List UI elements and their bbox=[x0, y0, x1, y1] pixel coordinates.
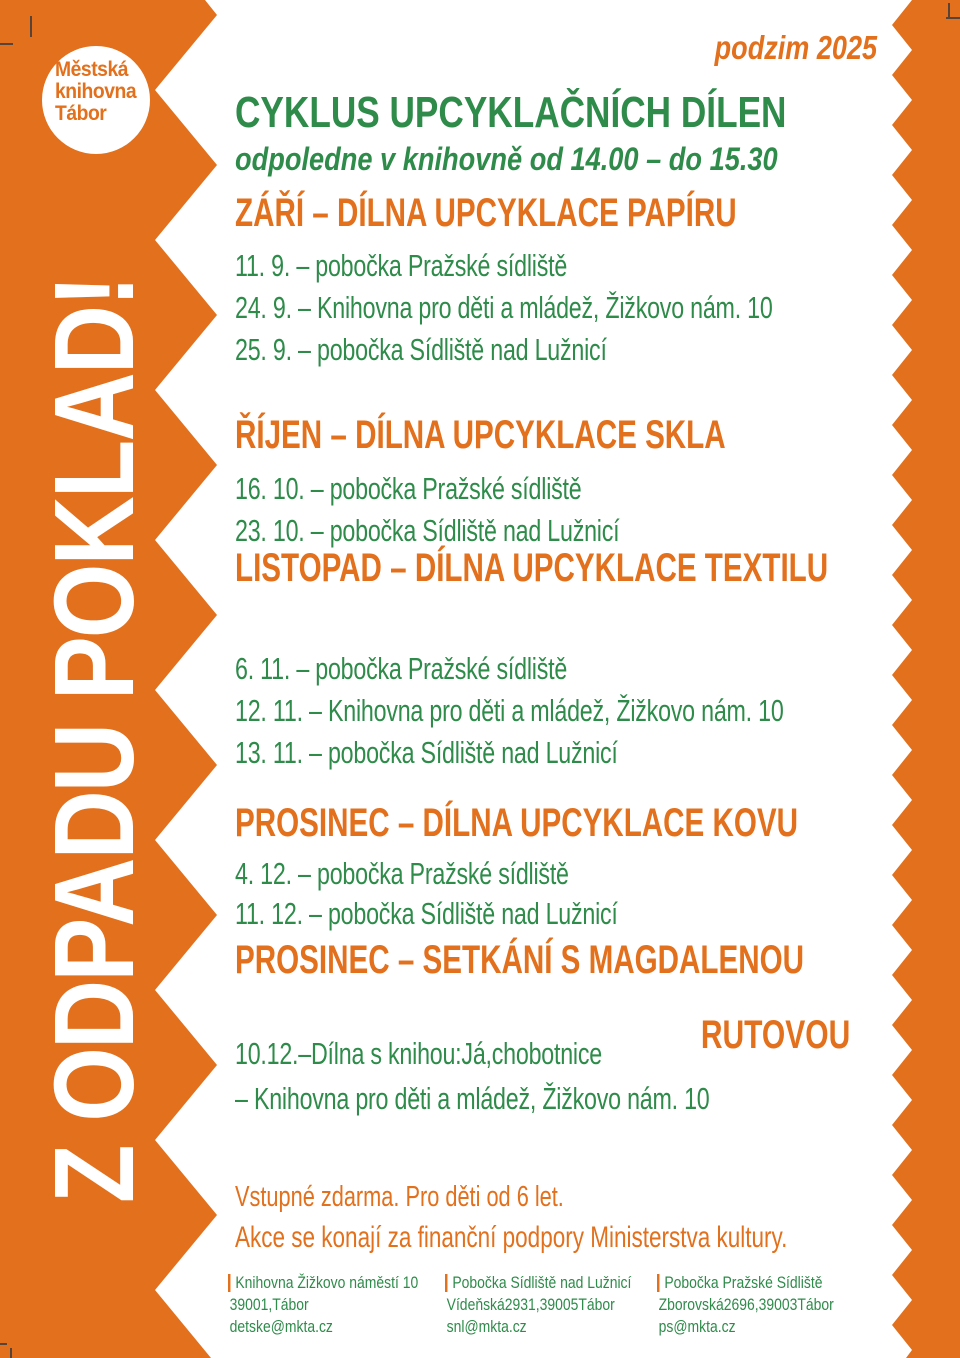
admission-note: Vstupné zdarma. Pro děti od 6 let. bbox=[235, 1181, 564, 1213]
event-line: 16. 10. – pobočka Pražské sídliště bbox=[235, 471, 582, 506]
crop-mark bbox=[30, 16, 32, 37]
section-heading-prosinec-setkani: PROSINEC – SETKÁNÍ S MAGDALENOU bbox=[235, 938, 805, 982]
branch-name: Knihovna Žižkovo náměstí 10 bbox=[235, 1273, 419, 1292]
orange-bar-icon bbox=[445, 1274, 447, 1292]
event-line: 12. 11. – Knihovna pro děti a mládež, Žižkovo nám. 10 bbox=[235, 693, 784, 728]
footer-column-detske bbox=[228, 1272, 418, 1338]
event-line: 11. 12. – pobočka Sídliště nad Lužnicí bbox=[235, 896, 618, 931]
crop-mark bbox=[0, 43, 13, 45]
event-line: 10.12.–Dílna s knihou:Já,chobotnice bbox=[235, 1036, 602, 1071]
logo-line-1: Městská bbox=[55, 58, 129, 81]
vertical-slogan: Z ODPADU POKLAD! bbox=[31, 276, 158, 1204]
event-line: 23. 10. – pobočka Sídliště nad Lužnicí bbox=[235, 513, 620, 548]
footer-column-ps bbox=[657, 1272, 834, 1338]
library-logo bbox=[42, 46, 150, 154]
logo-line-3: Tábor bbox=[55, 102, 107, 125]
branch-address: 39001,Tábor bbox=[229, 1295, 309, 1314]
section-heading-listopad: LISTOPAD – DÍLNA UPCYKLACE TEXTILU bbox=[235, 546, 829, 590]
branch-name: Pobočka Pražské Sídliště bbox=[664, 1273, 823, 1292]
logo-line-2: knihovna bbox=[55, 80, 137, 103]
event-line: 11. 9. – pobočka Pražské sídliště bbox=[235, 248, 568, 283]
crop-mark bbox=[948, 3, 950, 17]
support-note: Akce se konají za finanční podpory Ministerstva kultury. bbox=[235, 1221, 788, 1254]
branch-email: snl@mkta.cz bbox=[446, 1317, 527, 1336]
branch-email: detske@mkta.cz bbox=[229, 1317, 333, 1336]
branch-address: Zborovská2696,39003Tábor bbox=[658, 1295, 834, 1314]
branch-email: ps@mkta.cz bbox=[658, 1317, 736, 1336]
orange-bar-icon bbox=[228, 1274, 230, 1292]
season-label: podzim 2025 bbox=[714, 29, 877, 66]
event-line: – Knihovna pro děti a mládež, Žižkovo nám. 10 bbox=[235, 1081, 710, 1116]
crop-mark bbox=[946, 17, 960, 19]
event-line: 25. 9. – pobočka Sídliště nad Lužnicí bbox=[235, 332, 607, 367]
event-line: 4. 12. – pobočka Pražské sídliště bbox=[235, 856, 569, 891]
section-heading-zari: ZÁŘÍ – DÍLNA UPCYKLACE PAPÍRU bbox=[235, 191, 737, 235]
event-line: 13. 11. – pobočka Sídliště nad Lužnicí bbox=[235, 735, 618, 770]
page-title: CYKLUS UPCYKLAČNÍCH DÍLEN bbox=[235, 88, 787, 137]
event-line: 6. 11. – pobočka Pražské sídliště bbox=[235, 651, 568, 686]
event-line: 24. 9. – Knihovna pro děti a mládež, Žižkovo nám. 10 bbox=[235, 290, 773, 325]
branch-address: Vídeňská2931,39005Tábor bbox=[446, 1295, 615, 1314]
section-heading-continuation: RUTOVOU bbox=[700, 1013, 850, 1057]
crop-mark bbox=[10, 1348, 12, 1358]
page-subtitle: odpoledne v knihovně od 14.00 – do 15.30 bbox=[235, 141, 778, 177]
right-zigzag-band bbox=[892, 0, 960, 1358]
orange-bar-icon bbox=[657, 1274, 659, 1292]
crop-mark bbox=[0, 1343, 7, 1345]
section-heading-prosinec-kovu: PROSINEC – DÍLNA UPCYKLACE KOVU bbox=[235, 801, 799, 845]
footer-column-snl bbox=[445, 1272, 631, 1338]
branch-name: Pobočka Sídliště nad Lužnicí bbox=[452, 1273, 632, 1292]
section-heading-rijen: ŘÍJEN – DÍLNA UPCYKLACE SKLA bbox=[235, 413, 726, 457]
